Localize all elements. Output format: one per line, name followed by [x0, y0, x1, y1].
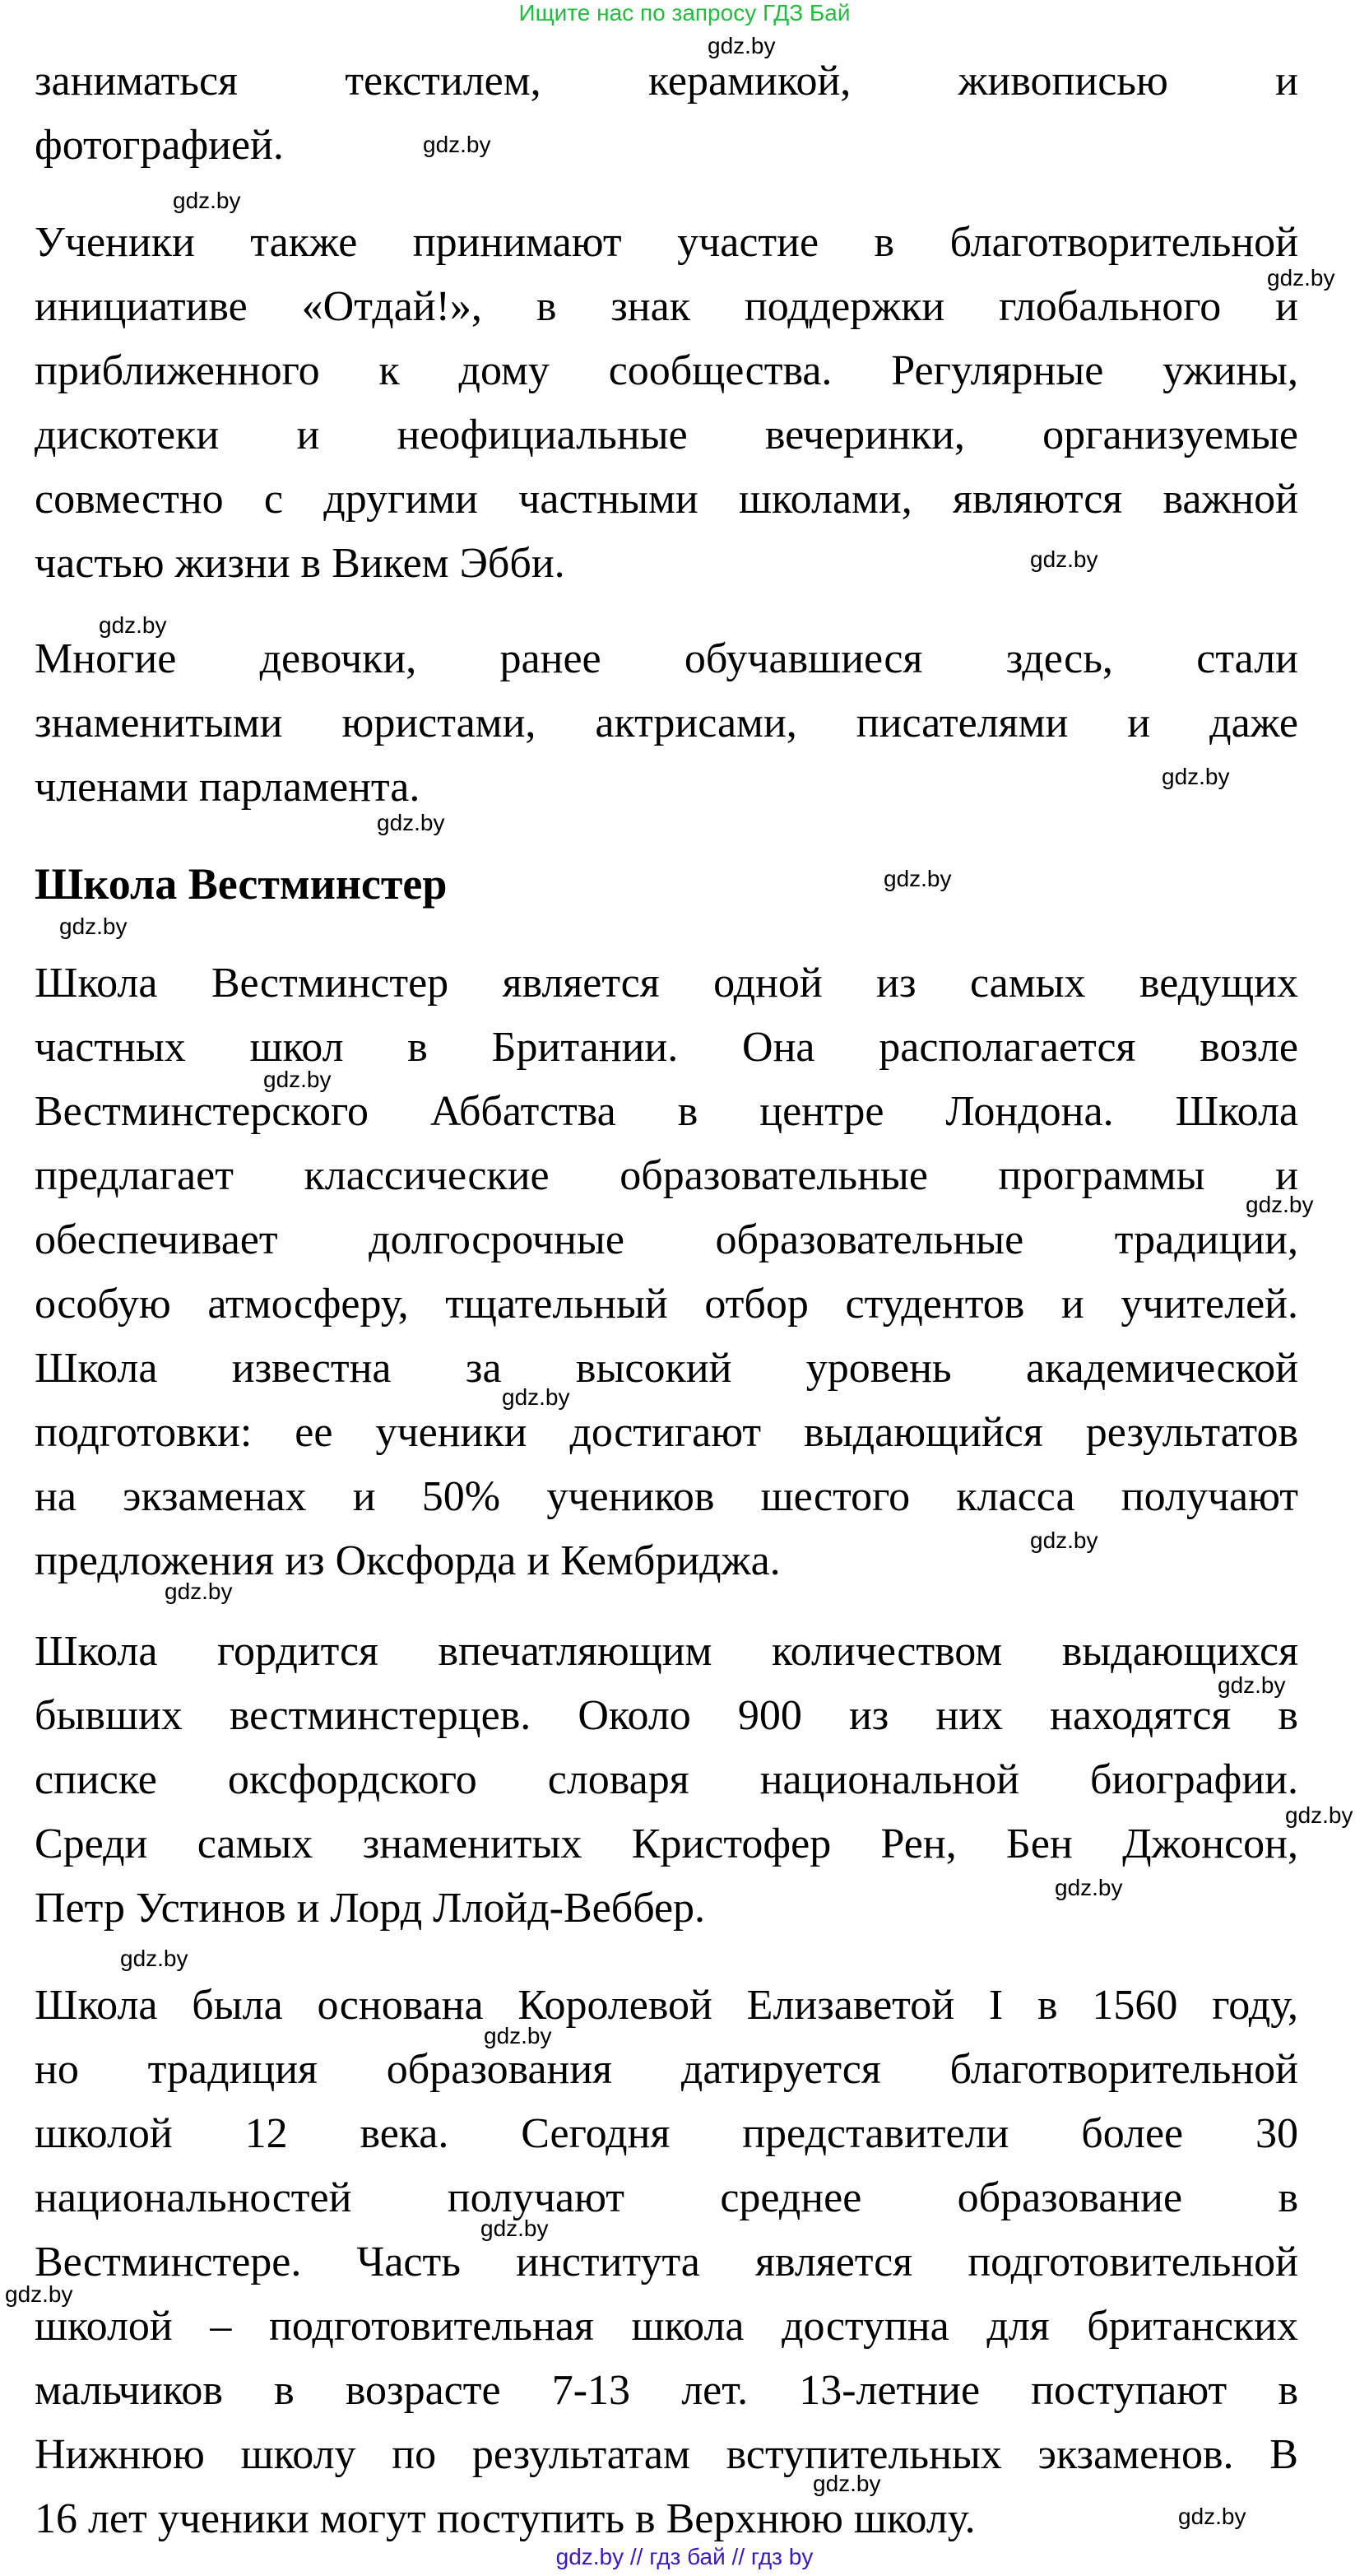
watermark: gdz.by — [59, 914, 128, 939]
watermark: gdz.by — [480, 2216, 549, 2241]
text-line: но традиция образования датируется благотворительной — [35, 2046, 1298, 2093]
text-line: национальностей получают среднее образование в — [35, 2174, 1298, 2221]
text-line: бывших вестминстерцев. Около 900 из них находятся в — [35, 1692, 1298, 1739]
watermark: gdz.by — [1267, 265, 1335, 291]
text-line: школой – подготовительная школа доступна для британских — [35, 2303, 1298, 2350]
text-line: членами парламента. — [35, 764, 420, 811]
watermark: gdz.by — [1030, 546, 1098, 572]
watermark: gdz.by — [1178, 2504, 1246, 2529]
header-search-link[interactable]: Ищите нас по запросу ГДЗ Бай — [518, 0, 851, 26]
text-line: Школа известна за высокий уровень академической — [35, 1345, 1298, 1392]
text-line: школой 12 века. Сегодня представители более 30 — [35, 2110, 1298, 2157]
watermark: gdz.by — [813, 2471, 881, 2496]
watermark: gdz.by — [263, 1067, 332, 1092]
paragraph-5 — [35, 1974, 1298, 2551]
text-line: предложения из Оксфорда и Кембриджа. — [35, 1537, 781, 1584]
watermark: gdz.by — [1030, 1527, 1098, 1553]
text-line: списке оксфордского словаря национальной биографии. — [35, 1756, 1298, 1803]
watermark: gdz.by — [377, 810, 445, 835]
watermark: gdz.by — [1162, 764, 1230, 789]
watermark: gdz.by — [708, 33, 776, 58]
text-line: дискотеки и неофициальные вечеринки, организуемые — [35, 412, 1298, 458]
text-line: Школа Вестминстер является одной из самых ведущих — [35, 960, 1298, 1007]
footer-links[interactable]: gdz.by // гдз бай // гдз by — [555, 2544, 814, 2569]
watermark: gdz.by — [884, 866, 952, 891]
text-line: Вестминстерского Аббатства в центре Лондона. Школа — [35, 1088, 1298, 1135]
watermark: gdz.by — [99, 612, 167, 638]
text-line: 16 лет ученики могут поступить в Верхнюю школу. — [35, 2495, 976, 2542]
text-line: Нижнюю школу по результатам вступительных экзаменов. В — [35, 2431, 1298, 2478]
text-line: заниматься текстилем, керамикой, живописью и — [35, 58, 1298, 105]
text-line: на экзаменах и 50% учеников шестого класса получают — [35, 1473, 1298, 1520]
section-heading: Школа Вестминстер — [35, 859, 448, 909]
paragraph-3 — [35, 951, 1298, 1593]
watermark: gdz.by — [120, 1946, 188, 1971]
text-line: Школа гордится впечатляющим количеством выдающихся — [35, 1628, 1298, 1675]
text-line: фотографией. — [35, 122, 284, 169]
text-line: обеспечивает долгосрочные образовательные традиции, — [35, 1216, 1298, 1263]
paragraph-1 — [35, 211, 1298, 596]
text-line: Среди самых знаменитых Кристофер Рен, Бен Джонсон, — [35, 1820, 1298, 1867]
watermark: gdz.by — [1218, 1672, 1286, 1698]
text-line: совместно с другими частными школами, являются важной — [35, 476, 1298, 523]
text-line: особую атмосферу, тщательный отбор студентов и учителей. — [35, 1281, 1298, 1328]
watermark: gdz.by — [1285, 1802, 1353, 1828]
watermark: gdz.by — [165, 1579, 233, 1604]
text-line: частных школ в Британии. Она располагается возле — [35, 1024, 1298, 1071]
paragraph-0 — [35, 49, 1298, 178]
text-line: знаменитыми юристами, актрисами, писателями и даже — [35, 700, 1298, 746]
text-line: частью жизни в Викем Эбби. — [35, 540, 565, 587]
watermark: gdz.by — [173, 188, 241, 213]
text-line: подготовки: ее ученики достигают выдающийся результатов — [35, 1409, 1298, 1456]
watermark: gdz.by — [484, 2023, 552, 2048]
text-line: инициативе «Отдай!», в знак поддержки глобального и — [35, 283, 1298, 330]
watermark: gdz.by — [1246, 1192, 1314, 1217]
text-line: приближенного к дому сообщества. Регулярные ужины, — [35, 347, 1298, 394]
text-line: Петр Устинов и Лорд Ллойд-Веббер. — [35, 1885, 706, 1932]
text-line: Вестминстере. Часть института является подготовительной — [35, 2239, 1298, 2285]
text-line: предлагает классические образовательные программы и — [35, 1152, 1298, 1199]
text-line: мальчиков в возрасте 7-13 лет. 13-летние поступают в — [35, 2367, 1298, 2414]
paragraph-2 — [35, 627, 1298, 820]
text-line: Школа была основана Королевой Елизаветой I в 1560 году, — [35, 1982, 1298, 2029]
text-line: Ученики также принимают участие в благотворительной — [35, 219, 1298, 266]
watermark: gdz.by — [5, 2281, 73, 2307]
text-line: Многие девочки, ранее обучавшиеся здесь, стали — [35, 635, 1298, 682]
watermark: gdz.by — [502, 1384, 570, 1410]
watermark: gdz.by — [423, 132, 491, 157]
watermark: gdz.by — [1055, 1875, 1123, 1900]
